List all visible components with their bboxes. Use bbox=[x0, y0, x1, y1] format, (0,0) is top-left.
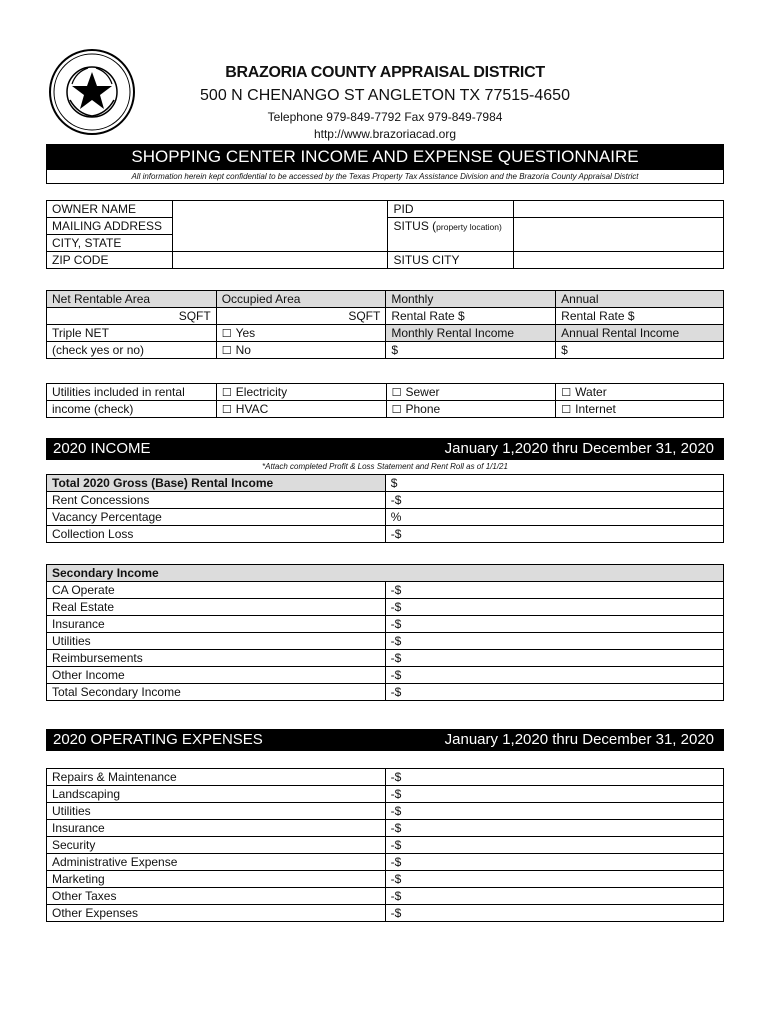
row-label: Marketing bbox=[47, 871, 386, 888]
district-address: 500 N CHENANGO ST ANGLETON TX 77515-4650 bbox=[200, 87, 570, 104]
table-row bbox=[47, 769, 724, 786]
row-value-field[interactable]: -$ bbox=[385, 854, 723, 871]
annual-rental-rate-field[interactable]: Rental Rate $ bbox=[556, 308, 724, 325]
pid-label: PID bbox=[388, 201, 514, 218]
row-value-field[interactable]: -$ bbox=[385, 803, 723, 820]
table-row bbox=[47, 650, 724, 667]
row-label: Reimbursements bbox=[47, 650, 386, 667]
owner-name-field[interactable] bbox=[172, 201, 388, 252]
zip-field[interactable] bbox=[172, 252, 388, 269]
row-value-field[interactable]: -$ bbox=[385, 888, 723, 905]
checkbox-icon: ☐ bbox=[391, 386, 402, 399]
area-table bbox=[46, 290, 724, 359]
row-value-field[interactable]: -$ bbox=[385, 684, 723, 701]
row-label: Other Taxes bbox=[47, 888, 386, 905]
table-row bbox=[47, 786, 724, 803]
row-label: Vacancy Percentage bbox=[47, 509, 386, 526]
expenses-section-header bbox=[46, 729, 724, 751]
table-row bbox=[47, 616, 724, 633]
row-value-field[interactable]: -$ bbox=[385, 837, 723, 854]
checkbox-icon: ☐ bbox=[221, 386, 232, 399]
district-url[interactable]: http://www.brazoriacad.org bbox=[313, 127, 457, 141]
row-label: Utilities bbox=[47, 633, 386, 650]
row-label: Security bbox=[47, 837, 386, 854]
monthly-income-field[interactable]: $ bbox=[386, 342, 556, 359]
table-row bbox=[47, 492, 724, 509]
row-label: Other Expenses bbox=[47, 905, 386, 922]
checkbox-icon: ☐ bbox=[391, 403, 402, 416]
row-label: Other Income bbox=[47, 667, 386, 684]
row-value-field[interactable]: -$ bbox=[385, 905, 723, 922]
utilities-label-2: income (check) bbox=[47, 401, 217, 418]
table-row bbox=[47, 888, 724, 905]
table-row bbox=[47, 475, 724, 492]
row-value-field[interactable]: -$ bbox=[385, 633, 723, 650]
triple-net-label: Triple NET bbox=[47, 325, 217, 342]
row-value-field[interactable]: % bbox=[385, 509, 723, 526]
row-value-field[interactable]: $ bbox=[385, 475, 723, 492]
no-checkbox[interactable]: ☐ No bbox=[216, 342, 386, 359]
row-value-field[interactable]: -$ bbox=[385, 650, 723, 667]
situs-field[interactable] bbox=[514, 218, 724, 252]
owner-info-table bbox=[46, 200, 724, 269]
table-row bbox=[47, 905, 724, 922]
monthly-label: Monthly bbox=[386, 291, 556, 308]
internet-checkbox[interactable]: ☐ Internet bbox=[556, 401, 724, 418]
income-title: 2020 INCOME bbox=[53, 440, 151, 457]
secondary-income-table bbox=[46, 564, 724, 701]
attach-note: *Attach completed Profit & Loss Statement and Rent Roll as of 1/1/21 bbox=[262, 462, 508, 471]
row-label: CA Operate bbox=[47, 582, 386, 599]
table-row bbox=[47, 803, 724, 820]
hvac-checkbox[interactable]: ☐ HVAC bbox=[216, 401, 386, 418]
pid-field[interactable] bbox=[514, 201, 724, 218]
row-label: Repairs & Maintenance bbox=[47, 769, 386, 786]
situs-city-label: SITUS CITY bbox=[388, 252, 514, 269]
situs-label: SITUS (property location) bbox=[388, 218, 514, 252]
row-label: Utilities bbox=[47, 803, 386, 820]
checkbox-icon: ☐ bbox=[561, 403, 572, 416]
owner-name-label: OWNER NAME bbox=[47, 201, 173, 218]
income-section-header bbox=[46, 438, 724, 460]
monthly-rental-rate-field[interactable]: Rental Rate $ bbox=[386, 308, 556, 325]
water-checkbox[interactable]: ☐ Water bbox=[556, 384, 724, 401]
city-state-label: CITY, STATE bbox=[47, 235, 173, 252]
row-value-field[interactable]: -$ bbox=[385, 492, 723, 509]
check-yes-no-label: (check yes or no) bbox=[47, 342, 217, 359]
situs-city-field[interactable] bbox=[514, 252, 724, 269]
row-label: Total Secondary Income bbox=[47, 684, 386, 701]
net-rentable-field[interactable]: SQFT bbox=[47, 308, 217, 325]
phone-checkbox[interactable]: ☐ Phone bbox=[386, 401, 556, 418]
occupied-area-field[interactable]: SQFT bbox=[216, 308, 386, 325]
checkbox-icon: ☐ bbox=[561, 386, 572, 399]
checkbox-icon: ☐ bbox=[221, 403, 232, 416]
row-label: Real Estate bbox=[47, 599, 386, 616]
checkbox-icon: ☐ bbox=[221, 344, 232, 357]
form-title: SHOPPING CENTER INCOME AND EXPENSE QUESTIONNAIRE bbox=[46, 144, 724, 170]
table-row bbox=[47, 509, 724, 526]
county-seal-icon bbox=[48, 48, 136, 136]
income-table bbox=[46, 474, 724, 543]
row-value-field[interactable]: -$ bbox=[385, 667, 723, 684]
expenses-table bbox=[46, 768, 724, 922]
row-value-field[interactable]: -$ bbox=[385, 769, 723, 786]
annual-income-label: Annual Rental Income bbox=[556, 325, 724, 342]
row-label: Administrative Expense bbox=[47, 854, 386, 871]
electricity-checkbox[interactable]: ☐ Electricity bbox=[216, 384, 386, 401]
table-row bbox=[47, 582, 724, 599]
table-row bbox=[47, 837, 724, 854]
row-label: Collection Loss bbox=[47, 526, 386, 543]
confidential-note: All information herein kept confidential to be accessed by the Texas Property Tax Assistance Division and the Brazoria County Appraisal District bbox=[46, 170, 724, 184]
row-label: Landscaping bbox=[47, 786, 386, 803]
table-row bbox=[47, 854, 724, 871]
row-label: Insurance bbox=[47, 616, 386, 633]
district-phone: Telephone 979-849-7792 Fax 979-849-7984 bbox=[267, 110, 503, 124]
table-row bbox=[47, 684, 724, 701]
district-name: BRAZORIA COUNTY APPRAISAL DISTRICT bbox=[225, 64, 545, 81]
secondary-income-title: Secondary Income bbox=[47, 565, 724, 582]
expenses-title: 2020 OPERATING EXPENSES bbox=[53, 731, 263, 748]
table-row bbox=[47, 526, 724, 543]
row-value-field[interactable]: -$ bbox=[385, 599, 723, 616]
monthly-income-label: Monthly Rental Income bbox=[386, 325, 556, 342]
row-label: Total 2020 Gross (Base) Rental Income bbox=[47, 475, 386, 492]
row-value-field[interactable]: -$ bbox=[385, 526, 723, 543]
occupied-area-label: Occupied Area bbox=[216, 291, 386, 308]
row-value-field[interactable]: -$ bbox=[385, 871, 723, 888]
utilities-label: Utilities included in rental bbox=[47, 384, 217, 401]
sewer-checkbox[interactable]: ☐ Sewer bbox=[386, 384, 556, 401]
table-row bbox=[47, 871, 724, 888]
row-value-field[interactable]: -$ bbox=[385, 616, 723, 633]
row-value-field[interactable]: -$ bbox=[385, 582, 723, 599]
yes-checkbox[interactable]: ☐ Yes bbox=[216, 325, 386, 342]
table-row bbox=[47, 599, 724, 616]
annual-income-field[interactable]: $ bbox=[556, 342, 724, 359]
checkbox-icon: ☐ bbox=[221, 327, 232, 340]
mailing-address-label: MAILING ADDRESS bbox=[47, 218, 173, 235]
table-row bbox=[47, 820, 724, 837]
row-label: Insurance bbox=[47, 820, 386, 837]
zip-label: ZIP CODE bbox=[47, 252, 173, 269]
income-period: January 1,2020 thru December 31, 2020 bbox=[444, 440, 714, 457]
net-rentable-label: Net Rentable Area bbox=[47, 291, 217, 308]
expenses-period: January 1,2020 thru December 31, 2020 bbox=[444, 731, 714, 748]
row-value-field[interactable]: -$ bbox=[385, 786, 723, 803]
table-row bbox=[47, 633, 724, 650]
row-value-field[interactable]: -$ bbox=[385, 820, 723, 837]
table-row bbox=[47, 667, 724, 684]
row-label: Rent Concessions bbox=[47, 492, 386, 509]
annual-label: Annual bbox=[556, 291, 724, 308]
utilities-table bbox=[46, 383, 724, 418]
